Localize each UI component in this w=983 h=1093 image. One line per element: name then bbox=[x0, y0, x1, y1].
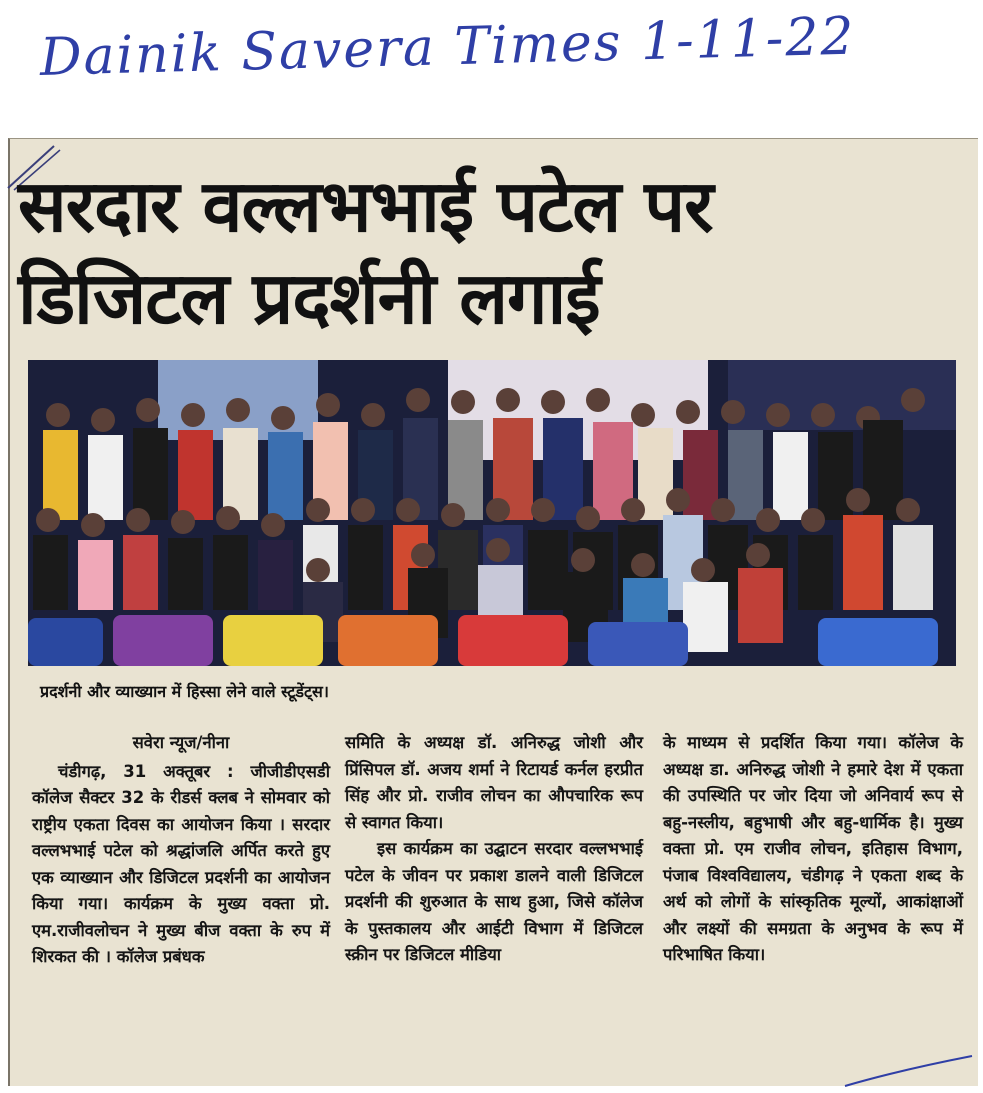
headline-line-2: डिजिटल प्रदर्शनी लगाई bbox=[18, 256, 600, 340]
article-paragraph-1: चंडीगढ़, 31 अक्तूबर : जीजीडीएसडी कॉलेज सैक्टर 32 के रीडर्स क्लब ने सोमवार को राष्ट्रीय एकता दिवस का आयोजन किया । सरदार वल्लभभाई पटेल को श्रद्धांजलि अर्पित करते हुए एक व्याख्यान और डिजिटल प्रदर्शनी का आयोजन किया गया। कार्यक्रम के मुख्य वक्ता प्रो. एम.राजीवलोचन ने मुख्य बीज वक्ता के रुप में शिरकत की । कॉलेज प्रबंधक bbox=[32, 761, 330, 966]
article-column-1 bbox=[32, 730, 330, 971]
byline: सवेरा न्यूज/नीना bbox=[132, 733, 230, 752]
photo-caption: प्रदर्शनी और व्याख्यान में हिस्सा लेने वाले स्टूडेंट्स। bbox=[40, 682, 329, 701]
article-paragraph-4: के माध्यम से प्रदर्शित किया गया। कॉलेज के अध्यक्ष डा. अनिरुद्ध जोशी ने हमारे देश में एकता की उपस्थिति पर जोर दिया जो अनिवार्य रूप से बहु-नस्लीय, बहुभाषी और बहु-धार्मिक है। मुख्य वक्ता प्रो. एम राजीव लोचन, इतिहास विभाग, पंजाब विश्वविद्यालय, चंडीगढ़ ने एकता शब्द के अर्थ को लोगों के सांस्कृतिक मूल्यों, आकांक्षाओं और लक्ष्यों की समग्रता के अनुभव के रूप में परिभाषित किया। bbox=[663, 733, 963, 964]
handwritten-source-note: Dainik Savera Times 1-11-22 bbox=[39, 6, 857, 88]
article-column-2 bbox=[345, 730, 643, 969]
headline bbox=[18, 160, 958, 344]
pen-mark bbox=[840, 1050, 980, 1090]
article-column-3 bbox=[663, 730, 963, 969]
group-photo bbox=[28, 360, 956, 666]
article-paragraph-3: इस कार्यक्रम का उद्घाटन सरदार वल्लभभाई पटेल के जीवन पर प्रकाश डालने वाली डिजिटल प्रदर्शनी की शुरुआत के साथ हुआ, जिसे कॉलेज के पुस्तकालय और आईटी विभाग में डिजिटल स्क्रीन पर डिजिटल मीडिया bbox=[345, 839, 643, 964]
article-paragraph-2: समिति के अध्यक्ष डॉ. अनिरुद्ध जोशी और प्रिंसिपल डॉ. अजय शर्मा ने रिटायर्ड कर्नल हरप्रीत सिंह और प्रो. राजीव लोचन का औपचारिक रूप से स्वागत किया। bbox=[345, 733, 643, 832]
headline-line-1: सरदार वल्लभभाई पटेल पर bbox=[18, 164, 713, 248]
group-photo-illustration bbox=[28, 360, 956, 666]
